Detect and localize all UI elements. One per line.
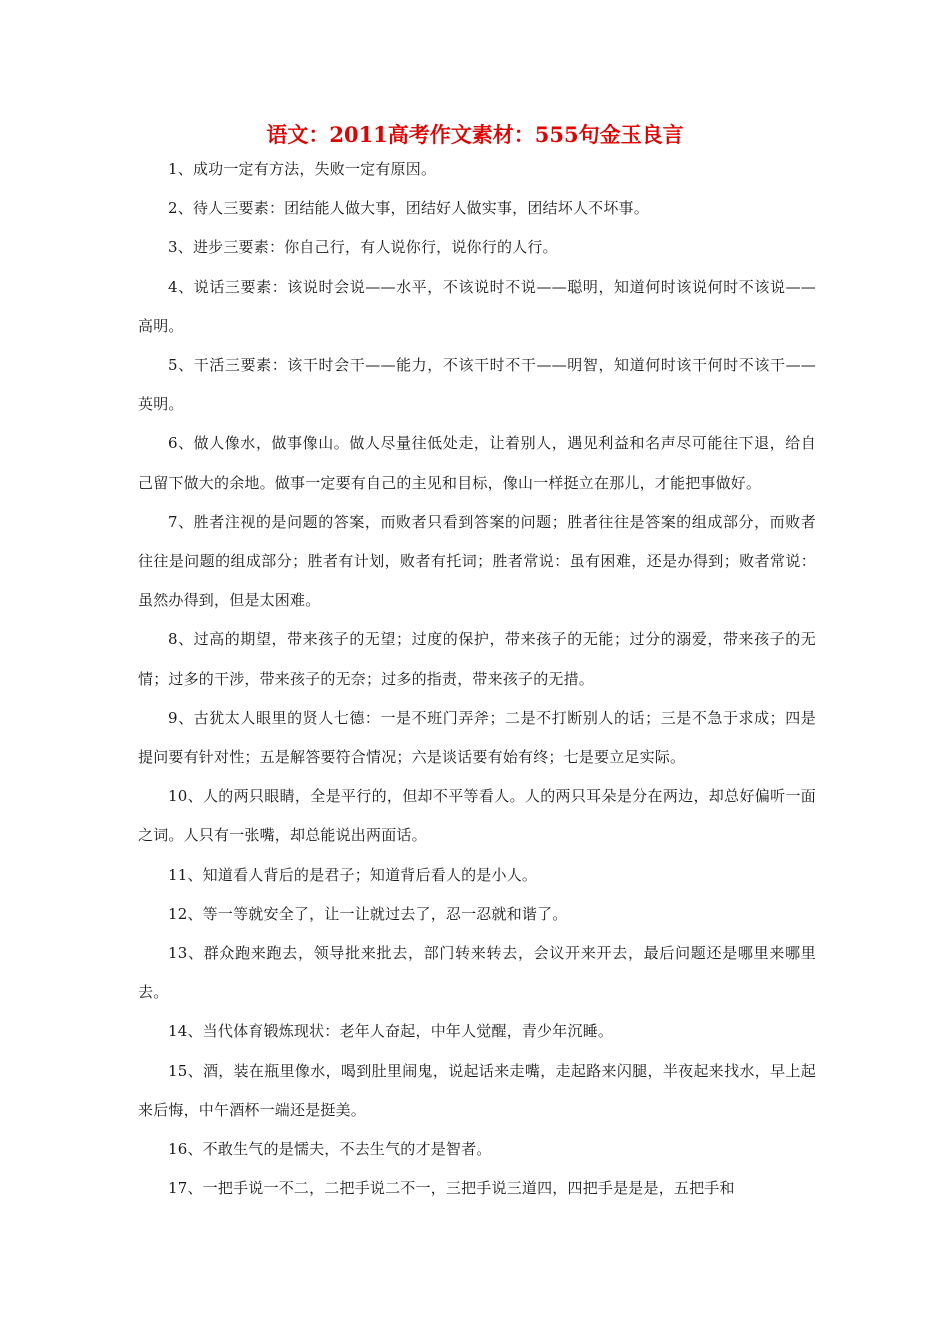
paragraph-9: 9、古犹太人眼里的贤人七德：一是不班门弄斧；二是不打断别人的话；三是不急于求成；四是提问要有针对性；五是解答要符合情况；六是谈话要有始有终；七是要立足实际。 <box>138 708 816 767</box>
paragraph-14: 14、当代体育锻炼现状：老年人奋起，中年人觉醒，青少年沉睡。 <box>168 1022 614 1041</box>
document-title: 语文：2011高考作文素材：555句金玉良言 <box>266 122 684 147</box>
paragraph-5: 5、干活三要素：该干时会干——能力，不该干时不干——明智，知道何时该干何时不该干——英明。 <box>138 356 816 414</box>
paragraph-16: 16、不敢生气的是懦夫，不去生气的才是智者。 <box>168 1140 492 1159</box>
paragraph-4: 4、说话三要素：该说时会说——水平，不该说时不说——聪明，知道何时该说何时不该说——高明。 <box>138 277 816 335</box>
paragraph-13: 13、群众跑来跑去，领导批来批去，部门转来转去，会议开来开去，最后问题还是哪里来哪里去。 <box>138 944 816 1002</box>
paragraph-1: 1、成功一定有方法，失败一定有原因。 <box>168 160 437 178</box>
paragraph-8: 8、过高的期望，带来孩子的无望；过度的保护，带来孩子的无能；过分的溺爱，带来孩子的无情；过多的干涉，带来孩子的无奈；过多的指责，带来孩子的无措。 <box>138 630 816 688</box>
paragraph-3: 3、进步三要素：你自己行，有人说你行，说你行的人行。 <box>168 238 558 257</box>
paragraph-12: 12、等一等就安全了，让一让就过去了，忍一忍就和谐了。 <box>168 904 568 923</box>
document-body <box>138 150 816 1208</box>
paragraph-11: 11、知道看人背后的是君子；知道背后看人的是小人。 <box>168 865 538 884</box>
paragraph-2: 2、待人三要素：团结能人做大事，团结好人做实事，团结坏人不坏事。 <box>168 199 649 218</box>
paragraph-17: 17、一把手说一不二，二把手说二不一，三把手说三道四，四把手是是是，五把手和 <box>168 1179 735 1198</box>
paragraph-10: 10、人的两只眼睛，全是平行的，但却不平等看人。人的两只耳朵是分在两边，却总好偏听一面之词。人只有一张嘴，却总能说出两面话。 <box>138 787 816 845</box>
paragraph-6: 6、做人像水，做事像山。做人尽量往低处走，让着别人，遇见利益和名声尽可能往下退，给自己留下做大的余地。做事一定要有自己的主见和目标，像山一样挺立在那儿，才能把事做好。 <box>138 434 816 492</box>
paragraph-15: 15、酒，装在瓶里像水，喝到肚里闹鬼，说起话来走嘴，走起路来闪腿，半夜起来找水，早上起来后悔，中午酒杯一端还是挺美。 <box>138 1061 816 1119</box>
paragraph-7: 7、胜者注视的是问题的答案，而败者只看到答案的问题；胜者往往是答案的组成部分，而败者往往是问题的组成部分；胜者有计划，败者有托词；胜者常说：虽有困难，还是办得到；败者常说：虽然办得到，但是太困难。 <box>138 512 816 610</box>
